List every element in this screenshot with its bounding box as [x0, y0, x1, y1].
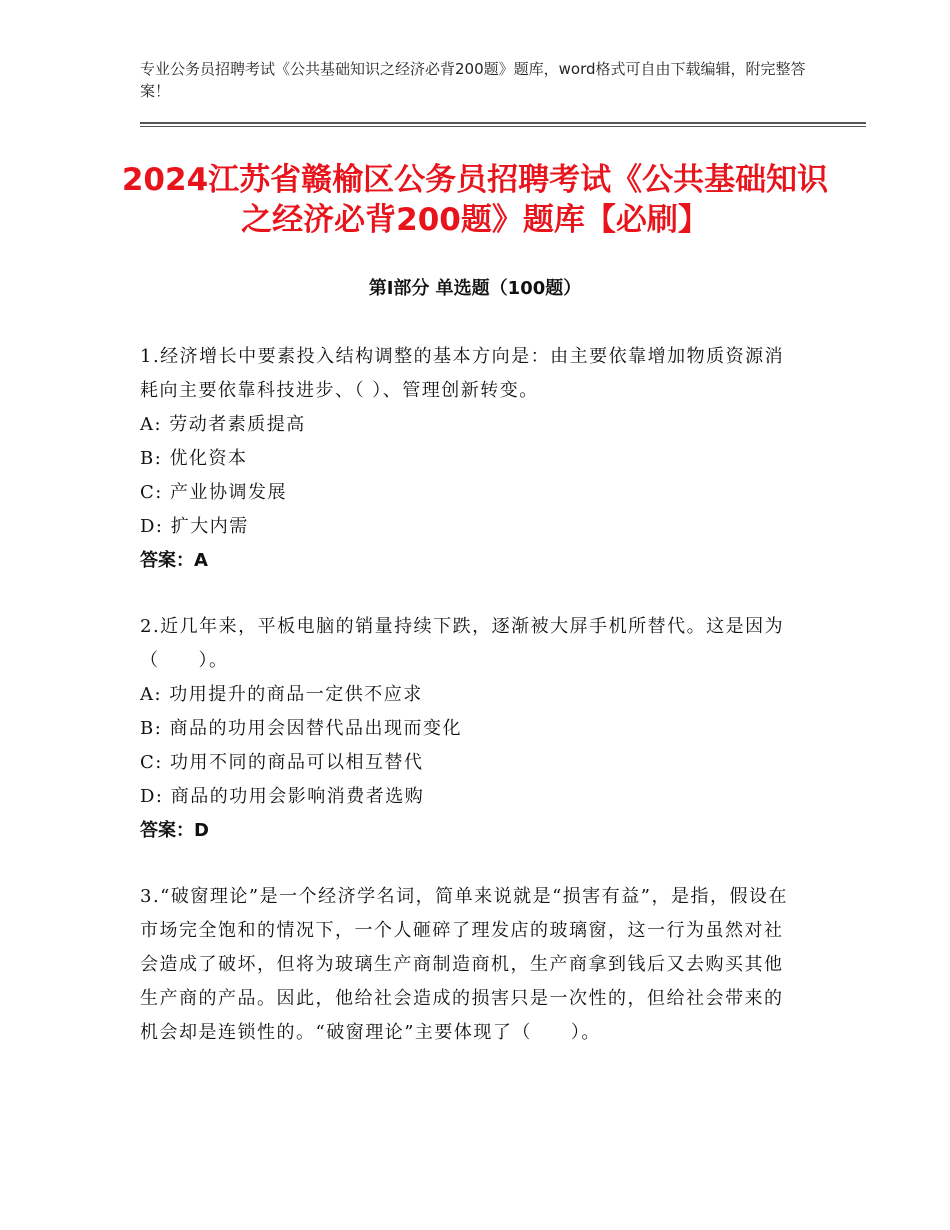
- question-stem: 3.“破窗理论”是一个经济学名词，简单来说就是“损害有益”，是指，假设在市场完全饱和的情况下，一个人砸碎了理发店的玻璃窗，这一行为虽然对社会造成了破坏，但将为玻璃生产商制造商机，生产商拿到钱后又去购买其他生产商的产品。因此，他给社会造成的损害只是一次性的，但给社会带来的机会却是连锁性的。“破窗理论”主要体现了（ ）。: [140, 886, 788, 1043]
- answer-label: 答案：D: [140, 820, 209, 841]
- section-title: 第I部分 单选题（100题）: [368, 278, 582, 299]
- question-stem: 1.经济增长中要素投入结构调整的基本方向是：由主要依靠增加物质资源消耗向主要依靠科技进步、（ ）、管理创新转变。: [140, 346, 785, 401]
- option-b: B: 优化资本: [140, 448, 248, 469]
- option-a: A: 功用提升的商品一定供不应求: [140, 684, 423, 705]
- option-b: B: 商品的功用会因替代品出现而变化: [140, 718, 463, 739]
- header-divider-thin: [140, 126, 866, 127]
- document-title: 2024江苏省赣榆区公务员招聘考试《公共基础知识之经济必背200题》题库【必刷】: [121, 162, 829, 238]
- header-divider: [140, 122, 866, 124]
- option-c: C: 产业协调发展: [140, 482, 288, 503]
- option-a: A: 劳动者素质提高: [140, 414, 306, 435]
- question-3: [140, 880, 800, 1050]
- option-c: C: 功用不同的商品可以相互替代: [140, 752, 424, 773]
- question-list: [140, 340, 800, 1082]
- header-note: 专业公务员招聘考试《公共基础知识之经济必背200题》题库，word格式可自由下载编辑，附完整答案！: [140, 60, 806, 100]
- question-stem: 2.近几年来，平板电脑的销量持续下跌，逐渐被大屏手机所替代。这是因为（ ）。: [140, 616, 785, 671]
- option-d: D: 商品的功用会影响消费者选购: [140, 786, 425, 807]
- question-2: [140, 610, 800, 848]
- answer-label: 答案：A: [140, 550, 208, 571]
- option-d: D: 扩大内需: [140, 516, 249, 537]
- question-1: [140, 340, 800, 578]
